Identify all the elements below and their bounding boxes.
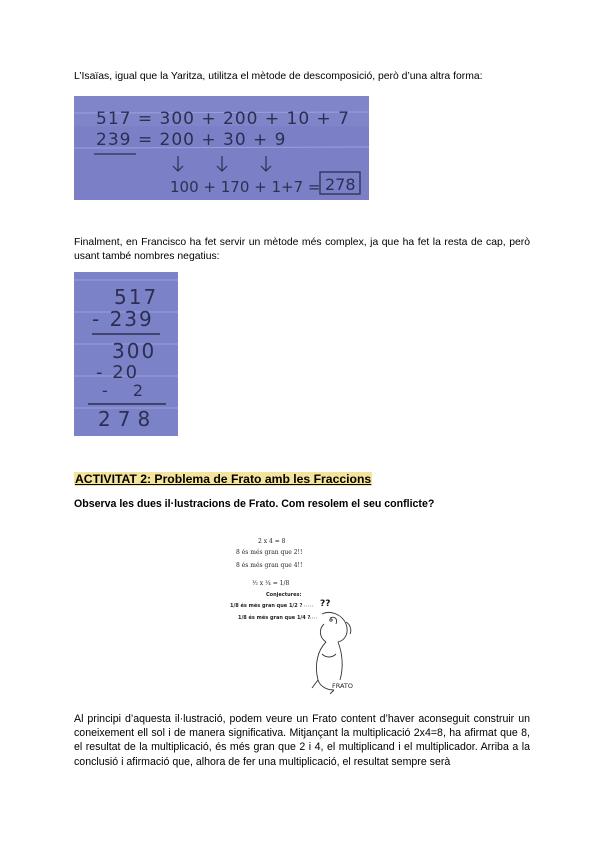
francisco-minuend: 517 <box>114 285 159 309</box>
frato-line-1: 2 x 4 = 8 <box>258 538 286 545</box>
intro-francisco-text: Finalment, en Francisco ha fet servir un mètode més complex, ja que ha fet la resta de cap, però usant també nombres negatius: <box>74 237 530 262</box>
intro-isaias-text: L’Isaïas, igual que la Yaritza, utilitza el mètode de descomposició, però d’una altra forma: <box>74 71 483 82</box>
isaias-line-2: 239 = 200 + 30 + 9 <box>96 130 287 150</box>
francisco-partial-2: - 20 <box>96 362 140 383</box>
frato-line-7: 1/8 és més gran que 1/4 ? <box>238 615 311 621</box>
frato-signature: FRATO <box>332 682 354 690</box>
activity-heading: ACTIVITAT 2: Problema de Frato amb les Fraccions <box>75 472 372 486</box>
frato-line-6: 1/8 és més gran que 1/2 ? <box>230 603 303 609</box>
frato-line-2: 8 és més gran que 2!! <box>236 549 303 556</box>
frato-illustration <box>226 534 376 694</box>
francisco-partial-1: 300 <box>112 339 157 363</box>
final-paragraph: Al principi d’aquesta il·lustració, podem veure un Frato content d’haver aconseguit construir un coneixement ell sol i de manera significativa. Mitjançant la multiplicació 2x4=8, ha afirmat que 8, el resultat de la multiplicació, és més gran que 2 i 4, el multiplicand i el multiplicador. Arriba a la conclusió i afirmació que, alhora de fer una multiplicació, el resultat sempre serà <box>74 713 530 768</box>
frato-question-marks: ?? <box>320 599 331 609</box>
francisco-subtrahend: - 239 <box>92 307 154 331</box>
francisco-result: 278 <box>98 407 158 431</box>
isaias-line-3: 100 + 170 + 1+7 = <box>170 178 321 196</box>
frato-line-3: 8 és més gran que 4!! <box>236 562 303 569</box>
isaias-line-1: 517 = 300 + 200 + 10 + 7 <box>96 109 350 129</box>
activity-question: Observa les dues il·lustracions de Frato. Com resolem el seu conflicte? <box>74 498 435 510</box>
frato-line-4: ½ x ¼ = 1/8 <box>252 580 290 587</box>
isaias-result: 278 <box>325 175 356 194</box>
frato-line-5: Conjectures: <box>266 592 302 598</box>
francisco-work-photo <box>74 272 178 436</box>
isaias-work-photo <box>74 96 369 200</box>
francisco-partial-3: - 2 <box>102 381 154 400</box>
